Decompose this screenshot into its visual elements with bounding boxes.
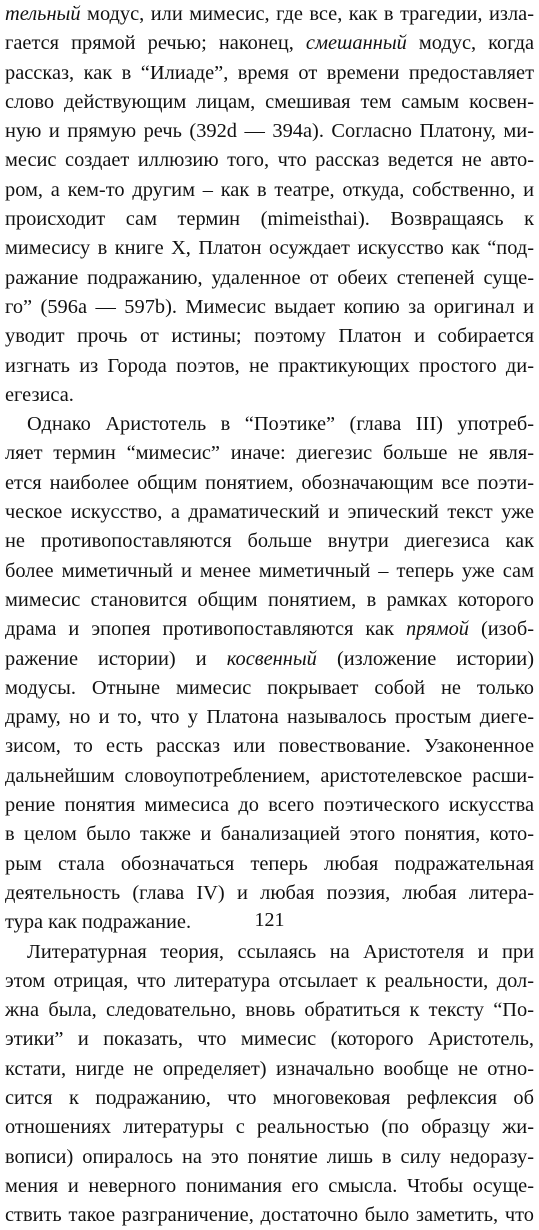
paragraph-2 xyxy=(5,410,534,937)
page-number: 121 xyxy=(0,906,539,934)
text-run: ется наиболее общим понятием, обозначающим все поэти- xyxy=(5,472,534,494)
text-run: модусы. Отныне мимесис покрывает собой не только xyxy=(5,677,534,699)
text-line xyxy=(5,146,534,175)
page-text xyxy=(5,0,534,1230)
text-run: в целом было также и банализацией этого понятия, кото- xyxy=(5,823,534,845)
text-run: мимесис становится общим понятием, в рамках которого xyxy=(5,589,534,611)
text-line xyxy=(5,996,534,1025)
text-run: ражание подражанию, удаленное от обеих степеней суще- xyxy=(5,267,534,289)
text-run: (изоб- xyxy=(469,618,534,640)
text-line xyxy=(5,1113,534,1142)
text-line xyxy=(5,1143,534,1172)
text-run: ную и прямую речь (392d — 394a). Согласно Платону, ми- xyxy=(5,120,534,142)
text-line xyxy=(5,410,534,439)
text-run: егезиса. xyxy=(5,384,74,406)
text-line xyxy=(5,703,534,732)
text-run: ческое искусство, а драматический и эпический текст уже xyxy=(5,501,534,523)
text-line xyxy=(5,1084,534,1113)
text-line xyxy=(5,0,534,29)
text-run: ром, а кем-то другим – как в театре, откуда, собственно, и xyxy=(5,179,534,201)
text-line xyxy=(5,117,534,146)
text-line xyxy=(5,88,534,117)
text-run: отношениях литературы с реальностью (по образцу жи- xyxy=(5,1116,534,1138)
text-line xyxy=(5,498,534,527)
text-line xyxy=(5,557,534,586)
text-line xyxy=(5,1055,534,1084)
text-line xyxy=(5,1201,534,1230)
text-run: ляет термин “мимесис” иначе: диегезис больше не явля- xyxy=(5,442,534,464)
text-run: ствить такое разграничение, достаточно было заметить, что xyxy=(5,1204,534,1226)
text-line xyxy=(5,29,534,58)
text-line xyxy=(5,322,534,351)
text-line xyxy=(5,938,534,967)
text-line xyxy=(5,1172,534,1201)
text-run: слово действующим лицам, смешивая тем самым косвен- xyxy=(5,91,534,113)
italic-text: смешанный xyxy=(306,32,407,54)
text-run: этом отрицая, что литература отсылает к реальности, дол- xyxy=(5,970,534,992)
text-run: изгнать из Города поэтов, не практикующих простого ди- xyxy=(5,355,534,377)
text-line xyxy=(5,615,534,644)
paragraph-3 xyxy=(5,938,534,1230)
text-line xyxy=(5,762,534,791)
text-run: рым стала обозначаться теперь любая подражательная xyxy=(5,853,534,875)
text-run: Однако Аристотель в “Поэтике” (глава III) употреб- xyxy=(27,413,534,435)
italic-text: косвенный xyxy=(227,648,317,670)
text-run: происходит сам термин (mimeisthai). Возвращаясь к xyxy=(5,208,534,230)
text-line xyxy=(5,645,534,674)
text-line xyxy=(5,527,534,556)
text-run: мения и неверного понимания его смысла. Чтобы осуще- xyxy=(5,1175,534,1197)
text-run: сится к подражанию, что многовековая рефлексия об xyxy=(5,1087,534,1109)
text-run: зисом, то есть рассказ или повествование. Узаконенное xyxy=(5,735,534,757)
text-line xyxy=(5,674,534,703)
text-line xyxy=(5,850,534,879)
text-run: (изложение истории) xyxy=(317,648,534,670)
text-run: драму, но и то, что у Платона называлось простым диеге- xyxy=(5,706,534,728)
text-run: вописи) опиралось на это понятие лишь в силу недоразу- xyxy=(5,1146,534,1168)
text-run: месис создает иллюзию того, что рассказ ведется не авто- xyxy=(5,149,534,171)
text-run: тура как подражание. xyxy=(5,911,191,933)
text-line xyxy=(5,176,534,205)
text-run: рассказ, как в “Илиаде”, время от времени предоставляет xyxy=(5,62,534,84)
text-run: деятельность (глава IV) и любая поэзия, любая литера- xyxy=(5,882,534,904)
text-run: кстати, нигде не определяет) изначально вообще не отно- xyxy=(5,1058,534,1080)
text-run: не противопоставляются больше внутри диегезиса как xyxy=(5,530,534,552)
paragraph-1 xyxy=(5,0,534,410)
text-line xyxy=(5,1025,534,1054)
text-line xyxy=(5,381,534,410)
italic-text: прямой xyxy=(406,618,469,640)
text-line xyxy=(5,967,534,996)
text-run: Литературная теория, ссылаясь на Аристотеля и при xyxy=(27,941,534,963)
text-line xyxy=(5,791,534,820)
text-run: жна была, следовательно, вновь обратиться к тексту “По- xyxy=(5,999,534,1021)
text-line xyxy=(5,293,534,322)
text-line xyxy=(5,352,534,381)
text-line xyxy=(5,59,534,88)
text-line xyxy=(5,879,534,908)
italic-text: тельный xyxy=(5,3,81,25)
text-run: го” (596a — 597b). Мимесис выдает копию за оригинал и xyxy=(5,296,534,318)
text-run: гается прямой речью; наконец, xyxy=(5,32,306,54)
text-line xyxy=(5,205,534,234)
text-run: модус, или мимесис, где все, как в трагедии, изла- xyxy=(81,3,534,25)
text-line xyxy=(5,820,534,849)
text-run: более миметичный и менее миметичный – теперь уже сам xyxy=(5,560,534,582)
text-line xyxy=(5,469,534,498)
text-line xyxy=(5,732,534,761)
text-run: драма и эпопея противопоставляются как xyxy=(5,618,406,640)
text-run: мимесису в книге X, Платон осуждает искусство как “под- xyxy=(5,237,534,259)
text-run: ражение истории) и xyxy=(5,648,227,670)
text-run: уводит прочь от истины; поэтому Платон и собирается xyxy=(5,325,534,347)
text-run: рение понятия мимесиса до всего поэтического искусства xyxy=(5,794,534,816)
text-line xyxy=(5,234,534,263)
text-run: модус, когда xyxy=(407,32,534,54)
text-run: этики” и показать, что мимесис (которого Аристотель, xyxy=(5,1028,534,1050)
text-line xyxy=(5,264,534,293)
text-line xyxy=(5,586,534,615)
text-line xyxy=(5,439,534,468)
text-run: дальнейшим словоупотреблением, аристотелевское расши- xyxy=(5,765,534,787)
